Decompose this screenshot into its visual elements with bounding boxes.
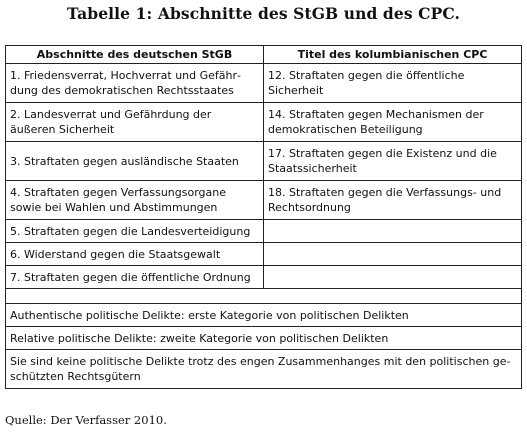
table-row xyxy=(6,103,522,142)
note-row xyxy=(6,304,522,327)
table-title: Tabelle 1: Abschnitte des StGB und des CPC. xyxy=(66,4,461,23)
table-row xyxy=(6,142,522,181)
table-header-row xyxy=(6,46,522,64)
cell-stgb: 2. Landesverrat und Gefährdung der äußeren Sicherheit xyxy=(6,103,264,142)
table-row xyxy=(6,266,522,289)
header-cpc: Titel des kolumbianischen CPC xyxy=(264,46,522,64)
header-stgb: Abschnitte des deutschen StGB xyxy=(6,46,264,64)
cell-cpc: 18. Straftaten gegen die Verfassungs- und Rechtsordnung xyxy=(264,181,522,220)
cell-stgb: 7. Straftaten gegen die öffentliche Ordnung xyxy=(6,266,264,289)
cell-stgb: 5. Straftaten gegen die Landesverteidigung xyxy=(6,220,264,243)
note-non-political: Sie sind keine politische Delikte trotz des engen Zusammenhanges mit den politischen geschützten Rechtsgütern xyxy=(6,350,522,389)
spacer-cell xyxy=(6,289,522,304)
cell-cpc xyxy=(264,243,522,266)
table-row xyxy=(6,220,522,243)
comparison-table xyxy=(5,45,522,389)
cell-cpc: 12. Straftaten gegen die öffentliche Sicherheit xyxy=(264,64,522,103)
note-row xyxy=(6,327,522,350)
cell-cpc: 14. Straftaten gegen Mechanismen der demokratischen Beteiligung xyxy=(264,103,522,142)
cell-cpc xyxy=(264,220,522,243)
cell-stgb: 4. Straftaten gegen Verfassungsorgane sowie bei Wahlen und Abstimmungen xyxy=(6,181,264,220)
table-row xyxy=(6,64,522,103)
note-relative: Relative politische Delikte: zweite Kategorie von politischen Delikten xyxy=(6,327,522,350)
note-authentic: Authentische politische Delikte: erste Kategorie von politischen Delikten xyxy=(6,304,522,327)
table-row xyxy=(6,243,522,266)
cell-stgb: 1. Friedensverrat, Hochverrat und Gefährdung des demokratischen Rechtsstaates xyxy=(6,64,264,103)
cell-cpc: 17. Straftaten gegen die Existenz und die Staatssicherheit xyxy=(264,142,522,181)
source-note: Quelle: Der Verfasser 2010. xyxy=(5,413,167,427)
cell-stgb: 3. Straftaten gegen ausländische Staaten xyxy=(6,142,264,181)
cell-stgb: 6. Widerstand gegen die Staatsgewalt xyxy=(6,243,264,266)
table-row xyxy=(6,181,522,220)
note-row xyxy=(6,350,522,389)
cell-cpc xyxy=(264,266,522,289)
spacer-row xyxy=(6,289,522,304)
